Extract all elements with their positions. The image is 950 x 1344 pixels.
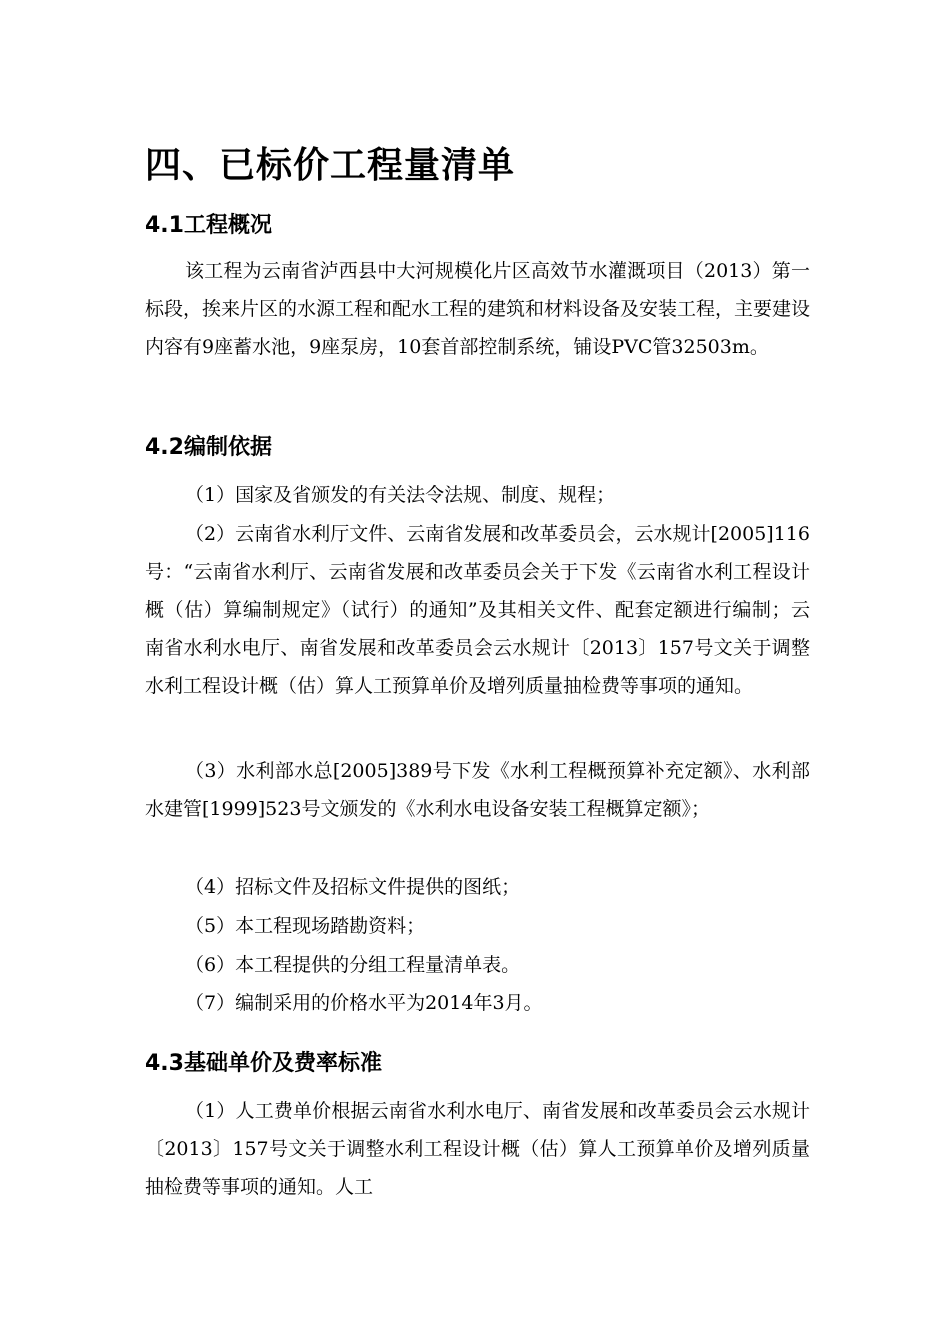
basis-item-1: （1）国家及省颁发的有关法令法规、制度、规程； — [185, 484, 616, 506]
chapter-title: 四、已标价工程量清单 — [145, 145, 516, 186]
section-heading-4-2: 4.2编制依据 — [145, 435, 272, 460]
basis-item-4: （4）招标文件及招标文件提供的图纸； — [185, 876, 521, 898]
rate-item-1: （1）人工费单价根据云南省水利水电厅、南省发展和改革委员会云水规计〔2013〕157号文关于调整水利工程设计概（估）算人工预算单价及增列质量抽检费等事项的通知。人工 — [145, 1100, 810, 1198]
section-heading-4-3: 4.3基础单价及费率标准 — [145, 1051, 382, 1076]
basis-item-5: （5）本工程现场踏勘资料； — [185, 915, 426, 937]
basis-item-7: （7）编制采用的价格水平为2014年3月。 — [185, 992, 543, 1014]
basis-item-2: （2）云南省水利厅文件、云南省发展和改革委员会，云水规计[2005]116号：“云南省水利厅、云南省发展和改革委员会关于下发《云南省水利工程设计概（估）算编制规定》（试行）的通知”及其相关文件、配套定额进行编制；云南省水利水电厅、南省发展和改革委员会云水规计〔2013〕157号文关于调整水利工程设计概（估）算人工预算单价及增列质量抽检费等事项的通知。 — [145, 523, 810, 697]
basis-item-3: （3）水利部水总[2005]389号下发《水利工程概预算补充定额》、水利部水建管[1999]523号文颁发的《水利水电设备安装工程概算定额》； — [145, 760, 810, 820]
section-heading-4-1: 4.1工程概况 — [145, 213, 272, 238]
paragraph-project-overview: 该工程为云南省泸西县中大河规模化片区高效节水灌溉项目（2013）第一标段，挨来片区的水源工程和配水工程的建筑和材料设备及安装工程，主要建设内容有9座蓄水池，9座泵房，10套首部控制系统，铺设PVC管32503m。 — [145, 260, 811, 358]
basis-item-6: （6）本工程提供的分组工程量清单表。 — [185, 954, 521, 976]
